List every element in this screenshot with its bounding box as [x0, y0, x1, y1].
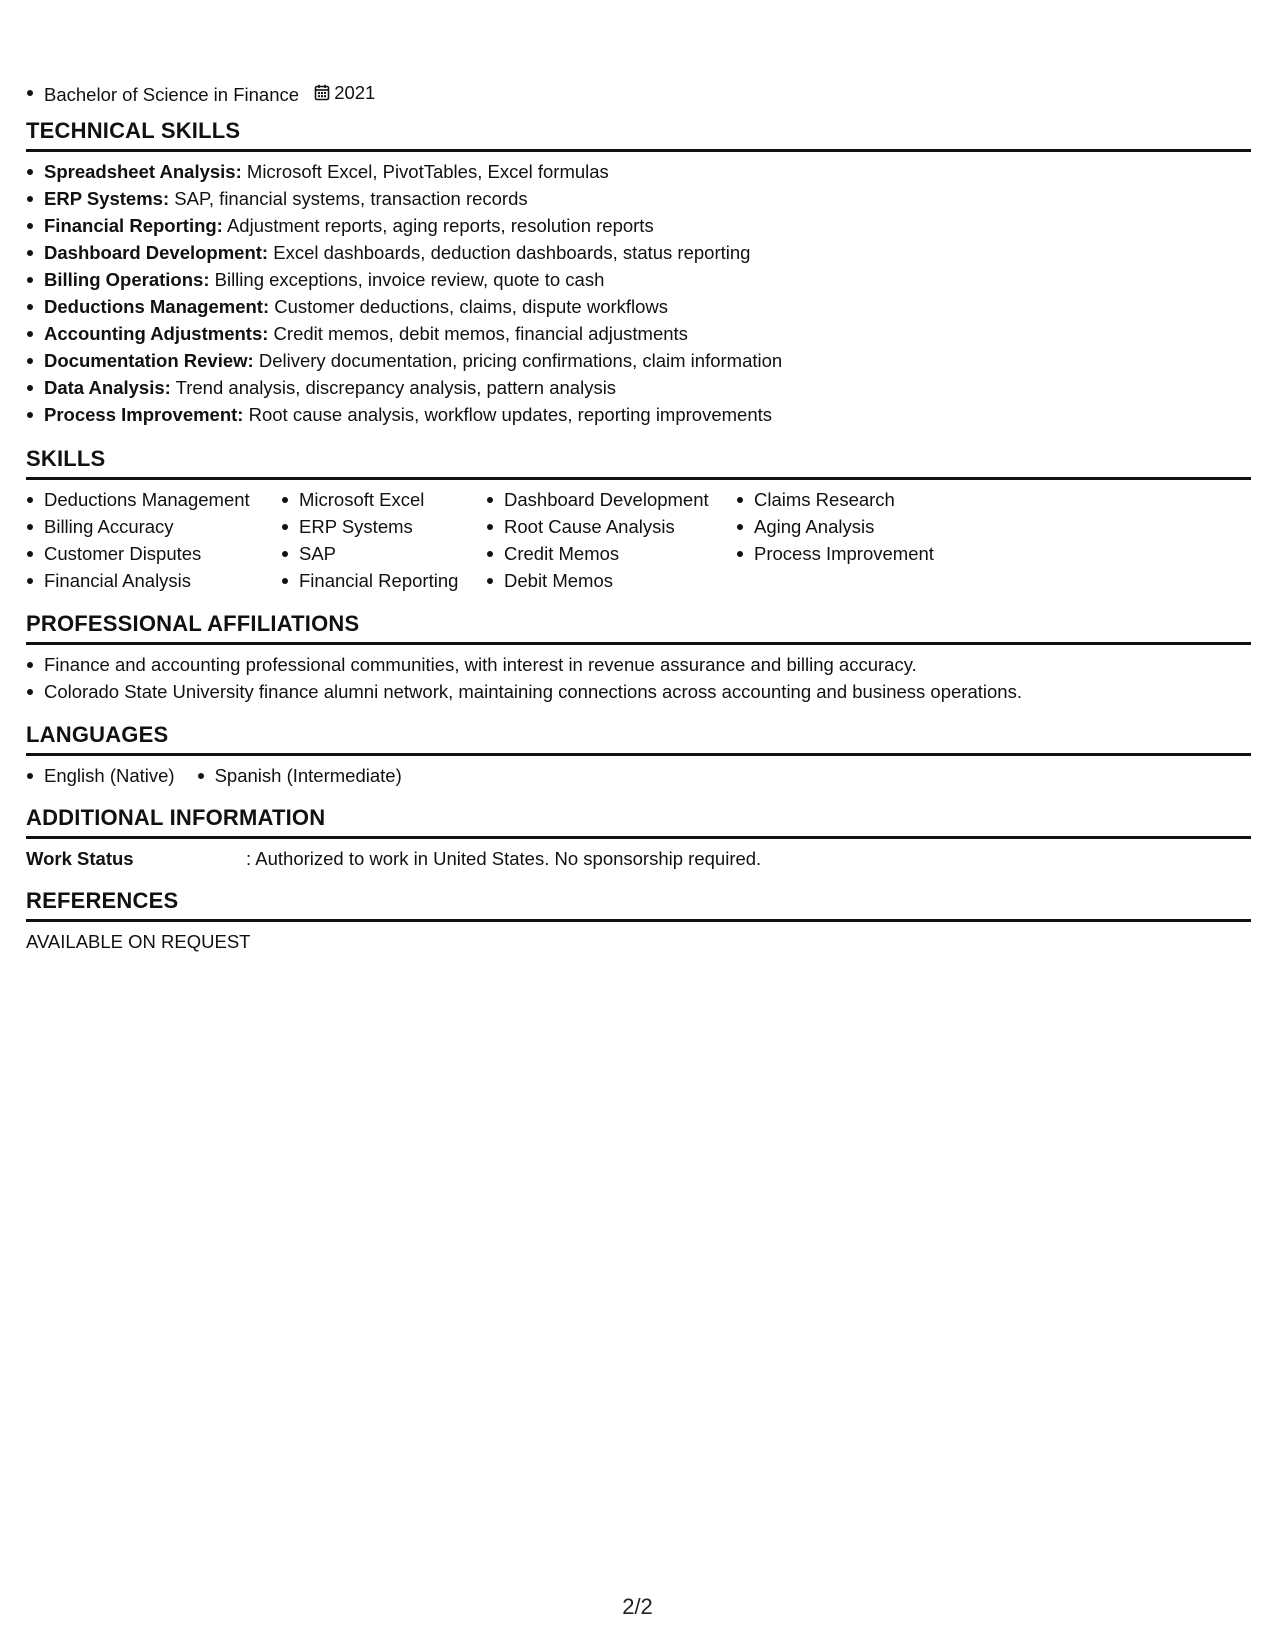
skills-column — [281, 486, 486, 594]
skill-category: Financial Reporting: — [44, 215, 223, 236]
affiliation-item: Colorado State University finance alumni network, maintaining connections across accounting and business operations. — [26, 678, 1251, 705]
technical-skills-section — [26, 117, 1251, 428]
skill-item: Deductions Management — [26, 486, 281, 513]
languages-section — [26, 721, 1251, 789]
references-heading: REFERENCES — [26, 887, 1251, 922]
technical-skills-heading: TECHNICAL SKILLS — [26, 117, 1251, 152]
degree-text: Bachelor of Science in Finance — [44, 84, 300, 105]
work-status-label: Work Status — [26, 848, 134, 869]
additional-info-heading: ADDITIONAL INFORMATION — [26, 804, 1251, 839]
technical-skill-item — [26, 185, 1251, 212]
skill-category: Accounting Adjustments: — [44, 323, 269, 344]
work-status-row — [26, 845, 1251, 872]
technical-skill-item — [26, 401, 1251, 428]
skill-detail: Customer deductions, claims, dispute workflows — [269, 296, 669, 317]
skill-category: Documentation Review: — [44, 350, 254, 371]
skills-heading: SKILLS — [26, 445, 1251, 480]
affiliation-item: Finance and accounting professional communities, with interest in revenue assurance and billing accuracy. — [26, 651, 1251, 678]
skill-item: Process Improvement — [736, 540, 956, 567]
skill-item: Aging Analysis — [736, 513, 956, 540]
skill-item: Dashboard Development — [486, 486, 736, 513]
skill-category: Billing Operations: — [44, 269, 210, 290]
education-date — [314, 79, 375, 106]
technical-skill-item — [26, 158, 1251, 185]
languages-heading: LANGUAGES — [26, 721, 1251, 756]
skill-detail: Microsoft Excel, PivotTables, Excel formulas — [241, 161, 609, 182]
skills-grid — [26, 486, 1251, 594]
page-number: 2/2 — [622, 1594, 653, 1619]
work-status-value: : Authorized to work in United States. No sponsorship required. — [246, 848, 762, 869]
technical-skill-item — [26, 320, 1251, 347]
technical-skill-item — [26, 293, 1251, 320]
technical-skill-item — [26, 266, 1251, 293]
skills-column — [26, 486, 281, 594]
education-list — [26, 79, 375, 108]
additional-info-section — [26, 804, 1251, 872]
language-item: English (Native) — [26, 762, 175, 789]
skill-item: Customer Disputes — [26, 540, 281, 567]
skills-section — [26, 445, 1251, 594]
skill-category: Deductions Management: — [44, 296, 270, 317]
technical-skill-item — [26, 212, 1251, 239]
skill-category: Process Improvement: — [44, 404, 244, 425]
skills-column — [736, 486, 956, 594]
technical-skill-item — [26, 374, 1251, 401]
skill-detail: SAP, financial systems, transaction records — [169, 188, 528, 209]
skill-item: Credit Memos — [486, 540, 736, 567]
skill-detail: Billing exceptions, invoice review, quote to cash — [209, 269, 605, 290]
skill-item: Financial Analysis — [26, 567, 281, 594]
skill-item: Billing Accuracy — [26, 513, 281, 540]
skill-category: Spreadsheet Analysis: — [44, 161, 242, 182]
skill-category: Dashboard Development: — [44, 242, 269, 263]
skill-detail: Credit memos, debit memos, financial adjustments — [268, 323, 688, 344]
languages-list — [26, 762, 1251, 789]
skill-item: Claims Research — [736, 486, 956, 513]
skill-item: Debit Memos — [486, 567, 736, 594]
affiliations-section — [26, 610, 1251, 705]
skills-column — [486, 486, 736, 594]
skill-detail: Root cause analysis, workflow updates, reporting improvements — [243, 404, 772, 425]
skill-detail: Delivery documentation, pricing confirmations, claim information — [253, 350, 783, 371]
references-section — [26, 887, 1251, 955]
technical-skill-item — [26, 347, 1251, 374]
affiliations-heading: PROFESSIONAL AFFILIATIONS — [26, 610, 1251, 645]
skill-item: Microsoft Excel — [281, 486, 486, 513]
language-item: Spanish (Intermediate) — [197, 762, 402, 789]
skill-category: ERP Systems: — [44, 188, 170, 209]
calendar-icon — [314, 84, 330, 101]
references-text: AVAILABLE ON REQUEST — [26, 931, 251, 952]
technical-skills-list — [26, 158, 1251, 428]
skill-item: ERP Systems — [281, 513, 486, 540]
skill-category: Data Analysis: — [44, 377, 171, 398]
skill-item: Root Cause Analysis — [486, 513, 736, 540]
affiliations-list — [26, 651, 1251, 705]
technical-skill-item — [26, 239, 1251, 266]
education-item — [26, 79, 375, 108]
skill-detail: Adjustment reports, aging reports, resolution reports — [222, 215, 654, 236]
skill-item: SAP — [281, 540, 486, 567]
skill-detail: Trend analysis, discrepancy analysis, pattern analysis — [170, 377, 617, 398]
skill-detail: Excel dashboards, deduction dashboards, status reporting — [268, 242, 751, 263]
education-year: 2021 — [334, 82, 376, 103]
skill-item: Financial Reporting — [281, 567, 486, 594]
